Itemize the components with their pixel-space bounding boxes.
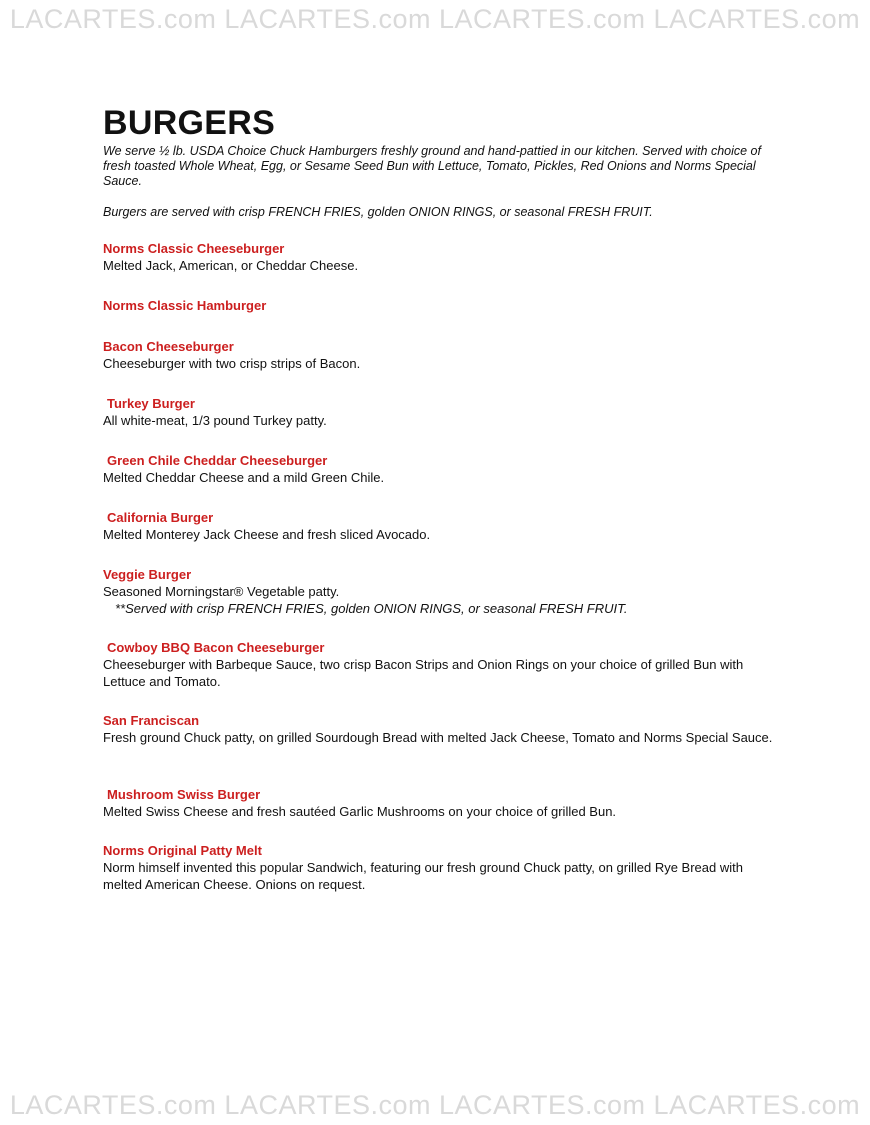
item-name: Norms Classic Cheeseburger xyxy=(103,241,285,256)
watermark-top: LACARTES.com LACARTES.com LACARTES.com LACARTES.com xyxy=(9,4,861,34)
item-description: Cheeseburger with Barbeque Sauce, two crisp Bacon Strips and Onion Rings on your choice of grilled Bun with Lettuce and Tomato. xyxy=(103,657,744,689)
watermark-bottom: LACARTES.com LACARTES.com LACARTES.com LACARTES.com xyxy=(9,1090,861,1120)
page-title: BURGERS xyxy=(103,104,276,142)
menu-item xyxy=(103,842,783,893)
item-description: Melted Cheddar Cheese and a mild Green Chile. xyxy=(103,470,385,485)
item-description: Cheeseburger with two crisp strips of Bacon. xyxy=(103,356,361,371)
menu-header xyxy=(103,104,783,220)
item-name: Bacon Cheeseburger xyxy=(103,339,234,354)
item-name: Green Chile Cheddar Cheeseburger xyxy=(107,453,328,468)
item-name: Norms Classic Hamburger xyxy=(103,298,267,313)
item-name: Veggie Burger xyxy=(103,567,192,582)
item-description: Fresh ground Chuck patty, on grilled Sourdough Bread with melted Jack Cheese, Tomato and Norms Special Sauce. xyxy=(103,730,773,745)
menu-item xyxy=(103,639,783,690)
menu-item xyxy=(103,297,783,314)
menu-item xyxy=(103,240,783,274)
item-description: Seasoned Morningstar® Vegetable patty. xyxy=(103,584,340,599)
item-name: Mushroom Swiss Burger xyxy=(107,787,261,802)
menu-item xyxy=(103,452,783,486)
item-name: California Burger xyxy=(107,510,214,525)
menu-item xyxy=(103,509,783,543)
menu-item xyxy=(103,395,783,429)
menu-item xyxy=(103,566,783,617)
intro-text: We serve ½ lb. USDA Choice Chuck Hamburgers freshly ground and hand-pattied in our kitchen. Served with choice of fresh toasted Whole Wheat, Egg, or Sesame Seed Bun with Lettuce, Tomato, Pickles, Red Onions and Norms Special Sauce. xyxy=(103,144,761,188)
item-description: All white-meat, 1/3 pound Turkey patty. xyxy=(103,413,327,428)
item-note: **Served with crisp FRENCH FRIES, golden ONION RINGS, or seasonal FRESH FRUIT. xyxy=(115,601,628,616)
item-description: Melted Swiss Cheese and fresh sautéed Garlic Mushrooms on your choice of grilled Bun. xyxy=(103,804,617,819)
menu-item xyxy=(103,712,783,746)
item-name: Norms Original Patty Melt xyxy=(103,843,262,858)
item-name: Turkey Burger xyxy=(107,396,195,411)
item-name: San Franciscan xyxy=(103,713,200,728)
menu-item xyxy=(103,338,783,372)
sides-note: Burgers are served with crisp FRENCH FRIES, golden ONION RINGS, or seasonal FRESH FRUIT. xyxy=(103,205,653,219)
item-description: Melted Monterey Jack Cheese and fresh sliced Avocado. xyxy=(103,527,431,542)
item-description: Melted Jack, American, or Cheddar Cheese. xyxy=(103,258,359,273)
menu-item xyxy=(103,786,783,820)
item-description: Norm himself invented this popular Sandwich, featuring our fresh ground Chuck patty, on grilled Rye Bread with melted American Cheese. Onions on request. xyxy=(103,860,743,892)
item-name: Cowboy BBQ Bacon Cheeseburger xyxy=(107,640,325,655)
